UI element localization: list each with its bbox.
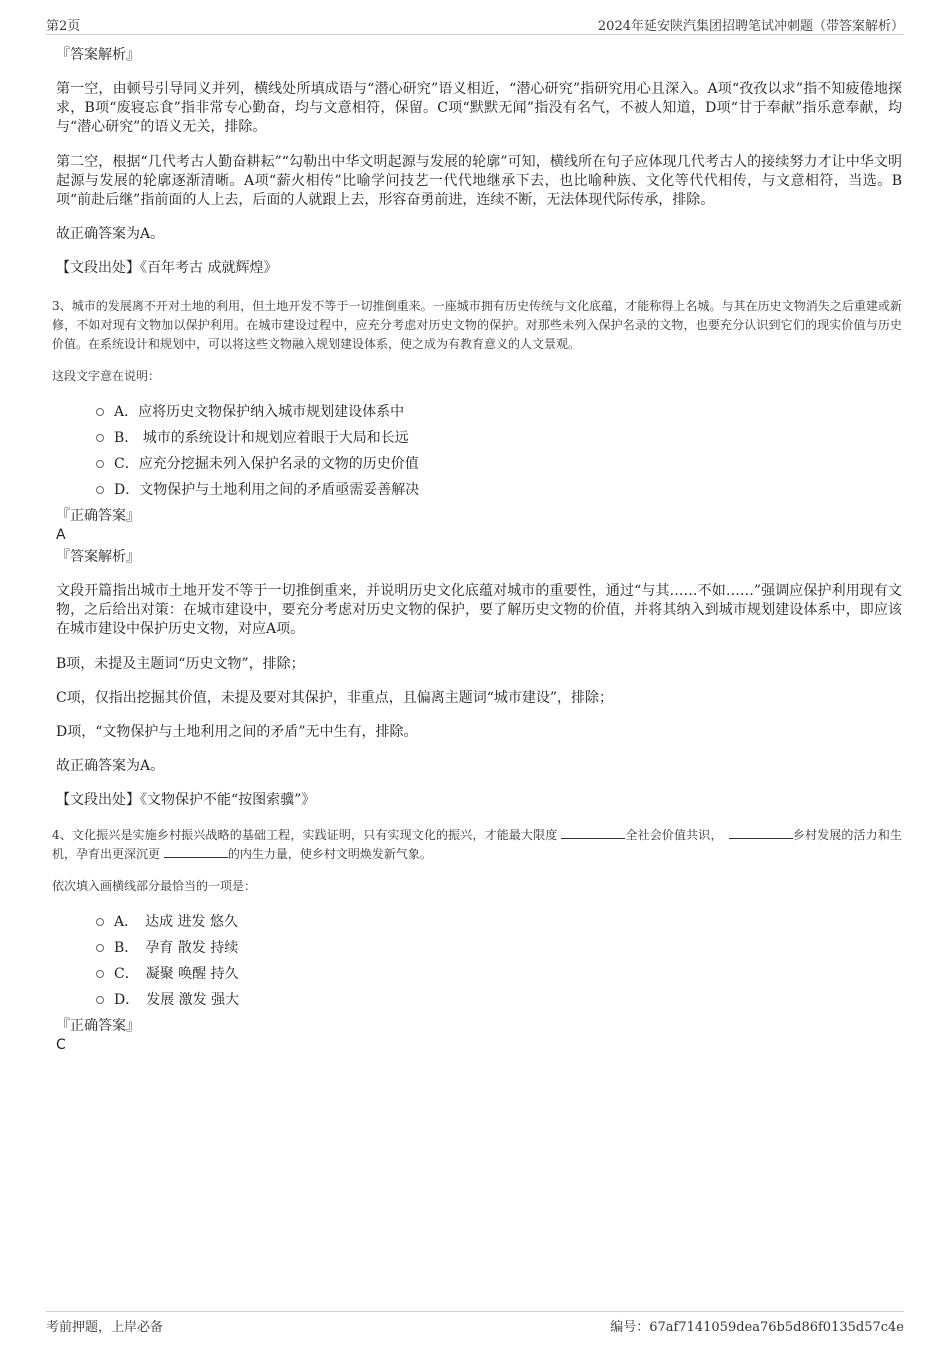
correct-answer-label: 『正确答案』 [56,1018,140,1034]
options-list [56,399,902,503]
radio-icon[interactable] [96,996,104,1004]
radio-icon[interactable] [96,408,104,416]
page-content [52,46,902,1054]
option-c[interactable]: C． 凝聚 唤醒 持久 [96,961,902,987]
analysis-paragraph: 第一空，由顿号引导同义并列，横线处所填成语与“潜心研究”语义相近，“潜心研究”指研究用心且深入。A项“孜孜以求”指不知疲倦地探求，B项“废寝忘食”指非常专心勤奋，均与文意相符，保留。C项“默默无闻”指没有名气，不被人知道，D项“甘于奉献”指乐意奉献，均与“潜心研究”的语义无关，排除。 [56,81,902,135]
analysis-conclusion: 故正确答案为A。 [56,758,165,774]
document-title: 2024年延安陕汽集团招聘笔试冲刺题（带答案解析） [597,19,904,34]
option-d[interactable]: D． 发展 激发 强大 [96,987,902,1013]
analysis-paragraph: 第二空，根据“几代考古人勤奋耕耘”“勾勒出中华文明起源与发展的轮廓”可知，横线所在句子应体现几代考古人的接续努力才让中华文明起源与发展的轮廓逐渐清晰。A项“薪火相传”比喻学问技艺一代代地继承下去，也比喻种族、文化等代代相传，与文意相符，当选。B项“前赴后继”指前面的人上去，后面的人就跟上去，形容奋勇前进，连续不断，无法体现代际传承，排除。 [56,154,902,208]
question-prompt: 依次填入画横线部分最恰当的一项是： [52,879,257,893]
radio-icon[interactable] [96,460,104,468]
option-c[interactable]: C．应充分挖掘未列入保护名录的文物的历史价值 [96,451,902,477]
page-footer [46,1311,904,1336]
analysis-paragraph: C项，仅指出挖掘其价值，未提及要对其保护，非重点，且偏离主题词“城市建设”，排除； [56,690,614,706]
fill-blank [164,846,228,858]
question-text: 4、文化振兴是实施乡村振兴战略的基础工程，实践证明，只有实现文化的振兴，才能最大限度 全社会价值共识， 乡村发展的活力和生机，孕育出更深沉更 的内生力量，使乡村文明焕发新气象。 [52,828,902,861]
page-number: 第2页 [46,19,81,34]
question-prompt: 这段文字意在说明： [52,369,161,383]
option-d[interactable]: D．文物保护与土地利用之间的矛盾亟需妥善解决 [96,477,902,503]
fill-blank [729,827,793,839]
radio-icon[interactable] [96,434,104,442]
option-a[interactable]: A． 达成 进发 悠久 [96,909,902,935]
analysis-conclusion: 故正确答案为A。 [56,226,165,242]
radio-icon[interactable] [96,486,104,494]
radio-icon[interactable] [96,970,104,978]
fill-blank [561,827,625,839]
analysis-paragraph: D项，“文物保护与土地利用之间的矛盾”无中生有，排除。 [56,724,418,740]
document-id: 编号：67af7141059dea76b5d86f0135d57c4e [610,1320,904,1335]
footer-slogan: 考前押题，上岸必备 [46,1320,164,1335]
correct-answer: C [56,1037,66,1053]
page-header [46,14,904,35]
options-list [56,909,902,1013]
option-a[interactable]: A．应将历史文物保护纳入城市规划建设体系中 [96,399,902,425]
analysis-label: 『答案解析』 [56,549,140,565]
radio-icon[interactable] [96,918,104,926]
analysis-paragraph: B项，未提及主题词“历史文物”，排除； [56,656,305,672]
analysis-paragraph: 文段开篇指出城市土地开发不等于一切推倒重来，并说明历史文化底蕴对城市的重要性，通过“与其……不如……”强调应保护利用现有文物，之后给出对策：在城市建设中，要充分考虑对历史文物的保护，要了解历史文物的价值，并将其纳入到城市规划建设体系中，即应该在城市建设中保护历史文物，对应A项。 [56,583,902,637]
question-text: 3、城市的发展离不开对土地的利用，但土地开发不等于一切推倒重来。一座城市拥有历史传统与文化底蕴，才能称得上名城。与其在历史文物消失之后重建或新修，不如对现有文物加以保护利用。在城市建设过程中，应充分考虑对历史文物的保护。对那些未列入保护名录的文物，也要充分认识到它们的现实价值与历史价值。在系统设计和规划中，可以将这些文物融入规划建设体系，使之成为有教育意义的人文景观。 [52,299,902,351]
option-b[interactable]: B． 城市的系统设计和规划应着眼于大局和长远 [96,425,902,451]
radio-icon[interactable] [96,944,104,952]
correct-answer-label: 『正确答案』 [56,508,140,524]
option-b[interactable]: B． 孕育 散发 持续 [96,935,902,961]
source-citation: 【文段出处】《文物保护不能“按图索骥”》 [56,792,316,808]
analysis-label: 『答案解析』 [56,47,140,63]
correct-answer: A [56,527,66,543]
source-citation: 【文段出处】《百年考古 成就辉煌》 [56,260,278,276]
